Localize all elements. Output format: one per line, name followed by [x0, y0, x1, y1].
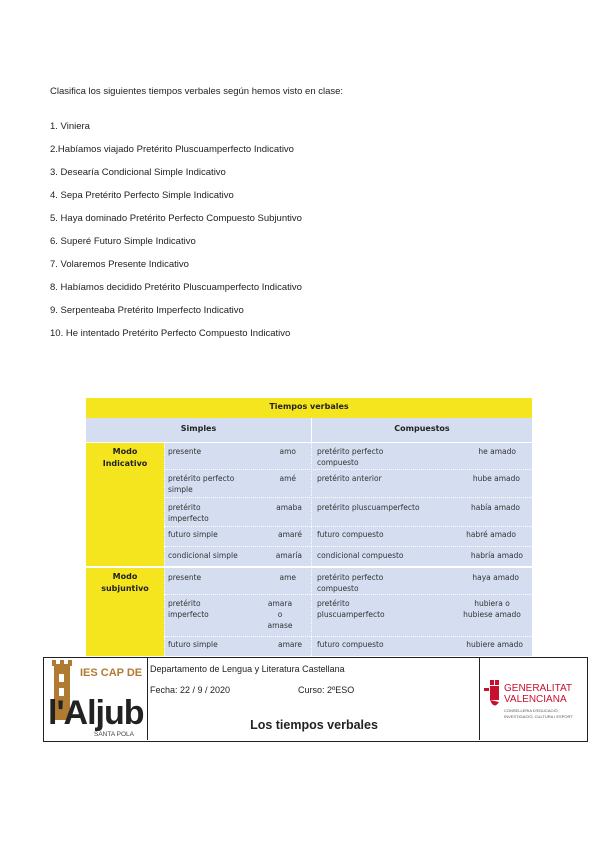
header-compuestos: Compuestos [312, 418, 532, 442]
school-logo [44, 658, 148, 740]
verb-tense-table [86, 398, 532, 656]
gv-name-line1: GENERALITAT [504, 683, 572, 694]
compound-tense-name: pretérito pluscuamperfecto [317, 503, 420, 512]
mode-label-line2: subjuntivo [101, 584, 149, 593]
compound-tense-name: condicional compuesto [317, 551, 404, 560]
gv-sub-line2: INVESTIGACIÓ, CULTURA I ESPORT [504, 714, 573, 719]
header-simples: Simples [86, 418, 311, 442]
exercise-item: 5. Haya dominado Pretérito Perfecto Compuesto Subjuntivo [50, 213, 302, 224]
logo-text-top: IES CAP DE [80, 667, 143, 679]
compound-tense-form: había amado [470, 503, 520, 512]
generalitat-logo [479, 658, 587, 740]
simple-tense-form: amé [279, 474, 296, 483]
exercise-item: 9. Serpenteaba Pretérito Imperfecto Indicativo [50, 305, 244, 316]
mode-label-line2: Indicativo [102, 459, 148, 468]
compound-tense-name: futuro compuesto [317, 640, 384, 649]
compound-tense-form: he amado [478, 447, 516, 456]
simple-tense-name: futuro simple [168, 530, 218, 539]
compound-tense-form: hube amado [472, 474, 520, 483]
gv-name-line2: VALENCIANA [504, 694, 567, 705]
exercise-item: 8. Habíamos decidido Pretérito Pluscuamperfecto Indicativo [50, 282, 302, 293]
date-field: Fecha: 22 / 9 / 2020 [150, 685, 231, 695]
mode-indicativo-label [86, 443, 164, 566]
compound-tense-form: hubiera o hubiese amado [463, 599, 521, 619]
simple-tense-name: pretérito imperfecto [168, 599, 209, 619]
exercise-item: 3. Desearía Condicional Simple Indicativo [50, 167, 226, 178]
logo-text-main: l'Aljub [48, 694, 144, 732]
simple-tense-form: amaré [277, 530, 302, 539]
instructions: Clasifica los siguientes tiempos verbales según hemos visto en clase: [50, 86, 344, 97]
department-name: Departamento de Lengua y Literatura Castellana [150, 664, 345, 674]
exercise-list [50, 121, 302, 351]
compound-tense-name: pretérito pluscuamperfecto [317, 599, 385, 619]
simple-tense-form: amara o amase [267, 599, 293, 630]
simple-tense-name: futuro simple [168, 640, 218, 649]
compound-tense-form: haya amado [472, 573, 519, 582]
school-logo-icon [44, 658, 147, 740]
simple-tense-name: presente [168, 447, 202, 456]
simple-tense-form: amaría [275, 551, 302, 560]
exercise-item: 6. Superé Futuro Simple Indicativo [50, 236, 196, 247]
simple-tense-form: amaba [276, 503, 302, 512]
document-title: Los tiempos verbales [250, 718, 378, 732]
simple-tense-name: pretérito imperfecto [168, 503, 209, 523]
exercise-item: 7. Volaremos Presente Indicativo [50, 259, 189, 270]
simple-tense-form: ame [279, 573, 296, 582]
simple-tense-form: amo [279, 447, 296, 456]
compound-tense-form: hubiere amado [466, 640, 523, 649]
mode-subjuntivo-label [86, 568, 164, 656]
logo-text-bottom: SANTA POLA [94, 731, 134, 738]
simple-tense-form: amare [277, 640, 302, 649]
course-field: Curso: 2ºESO [298, 685, 355, 695]
simple-tense-name: condicional simple [168, 551, 238, 560]
mode-label-line1: Modo [112, 447, 138, 456]
compound-tense-form: habría amado [470, 551, 523, 560]
generalitat-logo-icon [480, 658, 587, 740]
gv-sub-line1: CONSELLERIA D'EDUCACIÓ, [504, 708, 559, 713]
document-header-box [43, 657, 588, 742]
exercise-item: 4. Sepa Pretérito Perfecto Simple Indicativo [50, 190, 234, 201]
simple-tense-name: pretérito perfecto simple [168, 474, 235, 494]
simple-tense-name: presente [168, 573, 202, 582]
compound-tense-name: pretérito perfecto compuesto [317, 447, 384, 467]
exercise-item: 2.Habíamos viajado Pretérito Pluscuamperfecto Indicativo [50, 144, 294, 155]
mode-label-line1: Modo [112, 572, 138, 581]
compound-tense-name: pretérito perfecto compuesto [317, 573, 384, 593]
compound-tense-name: futuro compuesto [317, 530, 384, 539]
compound-tense-name: pretérito anterior [317, 474, 382, 483]
exercise-item: 1. Viniera [50, 121, 90, 132]
compound-tense-form: habré amado [466, 530, 516, 539]
exercise-item: 10. He intentado Pretérito Perfecto Compuesto Indicativo [50, 328, 291, 339]
table-title: Tiempos verbales [86, 398, 532, 418]
